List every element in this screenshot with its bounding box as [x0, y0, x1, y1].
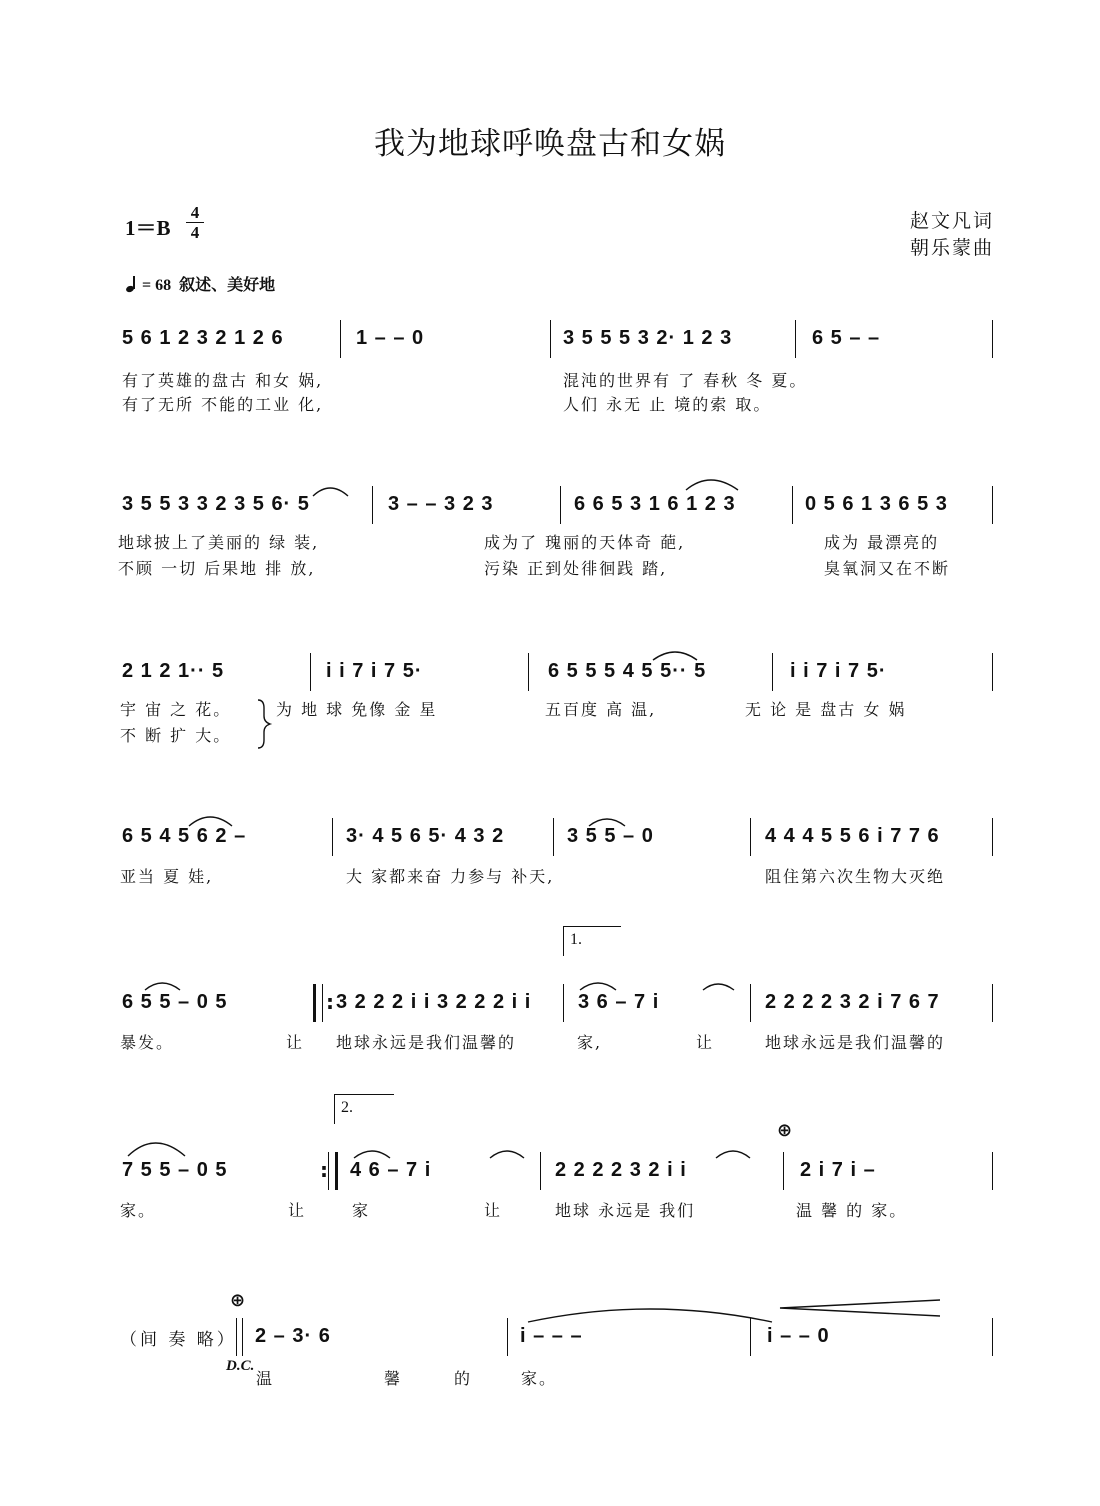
lyric-line: 家。	[120, 1201, 157, 1220]
coda-icon: ⊕	[777, 1120, 793, 1141]
measure-3: 2 2 2 2 3 2 i i	[555, 1159, 687, 1181]
barline	[332, 818, 333, 856]
measure-2: 3 – – 3 2 3	[388, 493, 494, 515]
barline	[550, 320, 551, 358]
lyric-line: 亚当 夏 娃,	[120, 867, 214, 886]
measure-3: 3 5 5 5 3 2· 1 2 3	[563, 327, 733, 349]
lyrics-verse-1	[0, 864, 1100, 888]
staff	[0, 806, 1100, 866]
score-row-1	[0, 308, 1100, 428]
time-signature	[186, 204, 204, 241]
lyrics-verse-1	[0, 1198, 1100, 1222]
measure-1: 6 5 4 5 6 2 –	[122, 825, 247, 847]
lyric-line: 让	[696, 1033, 715, 1052]
repeat-end-barline	[328, 1152, 338, 1190]
lyrics-verse-2	[0, 556, 1100, 580]
measure-1: 7 5 5 – 0 5	[122, 1159, 228, 1181]
barline	[992, 320, 993, 358]
lyrics-verse-2	[0, 723, 1100, 747]
lyric-line: 让	[484, 1201, 503, 1220]
lyric-line: 污染 正到处徘徊践 踏,	[484, 559, 668, 578]
credits	[910, 208, 994, 262]
first-ending	[563, 926, 621, 956]
lyric-line: 让	[286, 1033, 305, 1052]
lyric-line: 混沌的世界有 了 春秋 冬 夏。	[563, 371, 808, 390]
barline	[992, 486, 993, 524]
lyric-line: 暴发。	[120, 1033, 175, 1052]
barline	[563, 984, 564, 1022]
barline	[992, 1152, 993, 1190]
lyric-line: 无 论 是 盘古 女 娲	[745, 700, 907, 719]
barline	[750, 818, 751, 856]
coda-icon: ⊕	[230, 1290, 246, 1311]
barline	[992, 1318, 993, 1356]
measure-4: 4 4 4 5 5 6 i 7 7 6	[765, 825, 940, 847]
lyric-line: 有了无所 不能的工业 化,	[122, 395, 324, 414]
staff	[0, 972, 1100, 1032]
measure-2: i – – –	[520, 1325, 583, 1347]
measure-4: 6 5 – –	[812, 327, 881, 349]
lyrics-verse-1	[0, 368, 1100, 392]
measure-3: 6 5 5 5 4 5 5·· 5	[548, 660, 707, 682]
barline	[992, 653, 993, 691]
da-capo-label: D.C.	[226, 1358, 255, 1374]
lyric-line: 让	[288, 1201, 307, 1220]
measure-3: 3 5 5 – 0	[567, 825, 654, 847]
lyrics-verse-2	[0, 392, 1100, 416]
barline	[310, 653, 311, 691]
lyric-line: 人们 永无 止 境的索 取。	[563, 395, 772, 414]
lyric-line: 宇 宙 之 花。	[120, 700, 232, 719]
measure-3: 6 6 5 3 1 6 1 2 3	[574, 493, 736, 515]
quarter-note-icon	[126, 278, 136, 292]
lyric-line: 地球永远是我们温馨的	[765, 1033, 946, 1052]
barline	[772, 653, 773, 691]
barline	[792, 486, 793, 524]
measure-4: i i 7 i 7 5·	[790, 660, 887, 682]
barline	[560, 486, 561, 524]
lyric-line: 家。	[521, 1369, 558, 1388]
lyric-line: 地球永远是我们温馨的	[336, 1033, 517, 1052]
measure-4: 2 i 7 i –	[800, 1159, 876, 1181]
lyric-line: 臭氧洞又在不断	[824, 559, 951, 578]
measure-2: 3 2 2 2 i i 3 2 2 2 i i	[336, 991, 532, 1013]
tempo-value: = 68	[142, 277, 172, 294]
barline	[795, 320, 796, 358]
measure-1: 3 5 5 3 3 2 3 5 6· 5	[122, 493, 310, 515]
barline	[507, 1318, 508, 1356]
lyrics-verse-1	[0, 530, 1100, 554]
time-signature-top: 4	[190, 203, 200, 222]
lyric-line: 大 家都来奋 力参与 补天,	[346, 867, 555, 886]
lyric-line: 温 馨 的 家。	[796, 1201, 908, 1220]
measure-1: 2 – 3· 6	[255, 1325, 331, 1347]
barline	[372, 486, 373, 524]
lyricist: 赵文凡词	[909, 210, 994, 232]
score-row-7	[0, 1290, 1100, 1426]
lyric-line: 温	[256, 1369, 275, 1388]
interlude-label: （间 奏 略）	[120, 1330, 237, 1350]
staff	[0, 641, 1100, 701]
barline	[750, 1318, 751, 1356]
measure-2: 1 – – 0	[356, 327, 425, 349]
score-row-4	[0, 806, 1100, 926]
staff	[0, 1306, 1100, 1366]
measure-4: 2 2 2 2 3 2 i 7 6 7	[765, 991, 940, 1013]
measure-2: i i 7 i 7 5·	[326, 660, 423, 682]
measure-4: 0 5 6 1 3 6 5 3	[805, 493, 948, 515]
lyric-line: 成为了 瑰丽的天体奇 葩,	[484, 533, 686, 552]
lyrics-verse-1	[0, 1366, 1100, 1390]
composer: 朝乐蒙曲	[909, 237, 994, 259]
lyric-line: 馨	[384, 1369, 403, 1388]
barline	[750, 984, 751, 1022]
lyric-line: 有了英雄的盘古 和女 娲,	[122, 371, 324, 390]
lyrics-verse-1	[0, 697, 1100, 721]
lyric-line: 家,	[577, 1033, 603, 1052]
measure-2: 4 6 – 7 i	[350, 1159, 432, 1181]
lyric-line: 五百度 高 温,	[545, 700, 657, 719]
lyric-line: 地球披上了美丽的 绿 装,	[118, 533, 320, 552]
tempo-term: 叙述、美好地	[179, 275, 276, 294]
score-row-2	[0, 474, 1100, 594]
staff	[0, 308, 1100, 368]
score-row-5	[0, 931, 1100, 1092]
ending-label: 2.	[341, 1099, 353, 1116]
barline	[783, 1152, 784, 1190]
barline	[992, 984, 993, 1022]
lyric-line: 的	[454, 1369, 473, 1388]
lyric-line: 为 地 球 免像 金 星	[276, 700, 438, 719]
lyric-line: 不顾 一切 后果地 排 放,	[118, 559, 316, 578]
tempo-marking	[126, 272, 275, 295]
barline	[540, 1152, 541, 1190]
ending-label: 1.	[570, 931, 582, 948]
staff	[0, 474, 1100, 534]
lyric-line: 不 断 扩 大。	[120, 726, 232, 745]
measure-3: 3 6 – 7 i	[578, 991, 660, 1013]
measure-1: 5 6 1 2 3 2 1 2 6	[122, 327, 284, 349]
barline	[553, 818, 554, 856]
measure-3: i – – 0	[767, 1325, 830, 1347]
second-ending	[334, 1094, 394, 1124]
time-signature-bottom: 4	[190, 223, 200, 242]
repeat-start-barline	[313, 984, 323, 1022]
score-row-6	[0, 1099, 1100, 1260]
lyric-line: 地球 永远是 我们	[555, 1201, 696, 1220]
song-title: 我为地球呼唤盘古和女娲	[374, 126, 726, 162]
lyric-line: 成为 最漂亮的	[824, 533, 940, 552]
measure-1: 6 5 5 – 0 5	[122, 991, 228, 1013]
lyric-line: 阻住第六次生物大灭绝	[765, 867, 946, 886]
lyric-line: 家	[352, 1201, 371, 1220]
measure-1: 2 1 2 1·· 5	[122, 660, 225, 682]
measure-2: 3· 4 5 6 5· 4 3 2	[346, 825, 505, 847]
barline	[528, 653, 529, 691]
score-row-3	[0, 641, 1100, 761]
lyrics-verse-1	[0, 1030, 1100, 1054]
staff	[0, 1140, 1100, 1200]
barline	[340, 320, 341, 358]
double-barline	[236, 1318, 243, 1356]
key-signature: 1＝B	[125, 216, 171, 240]
barline	[992, 818, 993, 856]
